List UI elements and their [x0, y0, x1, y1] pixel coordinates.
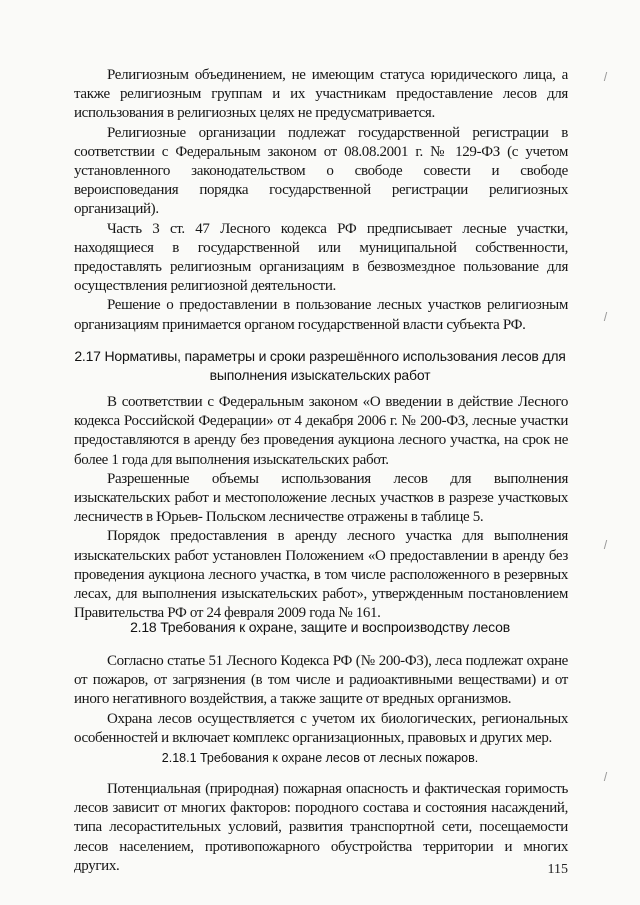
section-2-18-1-body — [74, 780, 568, 876]
section-2-17-body — [74, 393, 568, 623]
section-heading-2-18-1: 2.18.1 Требования к охране лесов от лесных пожаров. — [161, 751, 479, 765]
scan-mark — [604, 312, 610, 321]
paragraph: Охрана лесов осуществляется с учетом их биологических, региональных особенностей и включает комплекс организационных, правовых и других мер. — [74, 710, 568, 746]
scan-mark — [604, 540, 610, 549]
section-religious-organizations — [74, 66, 568, 335]
page-number: 115 — [547, 862, 568, 877]
paragraph: Часть 3 ст. 47 Лесного кодекса РФ предписывает лесные участки, находящиеся в государственной или муниципальной собственности, предоставлять религиозным организациям в безвозмездное пользование для осуществления религиозной деятельности. — [74, 220, 568, 295]
paragraph: Согласно статье 51 Лесного Кодекса РФ (№ 200-ФЗ), леса подлежат охране от пожаров, от загрязнения (в том числе и радиоактивными веществами) и от иного негативного воздействия, а также защите от вредных организмов. — [74, 653, 568, 708]
paragraph: Решение о предоставлении в пользование лесных участков религиозным организациям принимается органом государственной власти субъекта РФ. — [74, 297, 568, 333]
paragraph: Порядок предоставления в аренду лесного участка для выполнения изыскательских работ установлен Положением «О предоставлении в аренду без проведения аукциона лесного участка, в том числе расположенного в резервных лесах, для выполнения изыскательских работ», утвержденным постановлением Правительства РФ от 24 февраля 2009 года № 161. — [74, 528, 568, 622]
paragraph: Разрешенные объемы использования лесов для выполнения изыскательских работ и местоположение лесных участков в разрезе участковых лесничеств в Юрьев- Польском лесничестве отражены в таблице 5. — [74, 470, 568, 526]
paragraph: Потенциальная (природная) пожарная опасность и фактическая горимость лесов зависит от многих факторов: породного состава и состояния насаждений, типа лесорастительных условий, развития транспортной сети, посещаемости лесов населением, противопожарного обустройства территории и многих других. — [74, 781, 568, 874]
section-heading-2-18: 2.18 Требования к охране, защите и воспроизводству лесов — [130, 619, 510, 635]
heading-line: 2.17 Нормативы, параметры и сроки разрешённого использования лесов для — [74, 348, 566, 364]
scan-mark — [604, 772, 610, 781]
scan-mark — [604, 72, 610, 81]
paragraph: В соответствии с Федеральным законом «О введении в действие Лесного кодекса Российской Федерации» от 4 декабря 2006 г. № 200-ФЗ, лесные участки предоставляются в аренду без проведения аукциона лесного участка, на срок не более 1 года для выполнения изыскательских работ. — [74, 394, 568, 468]
section-2-18-body — [74, 652, 568, 748]
paragraph: Религиозным объединением, не имеющим статуса юридического лица, а также религиозным группам и их участникам предоставление лесов для использования в религиозных целях не предусматривается. — [74, 67, 568, 122]
section-heading-2-17 — [60, 347, 580, 385]
heading-line: выполнения изыскательских работ — [209, 367, 431, 383]
paragraph: Религиозные организации подлежат государственной регистрации в соответствии с Федеральным законом от 08.08.2001 г. № 129-ФЗ (с учетом установленного законодательством о свободе совести и свободе вероисповедания порядка государственной регистрации религиозных организаций). — [74, 124, 568, 218]
